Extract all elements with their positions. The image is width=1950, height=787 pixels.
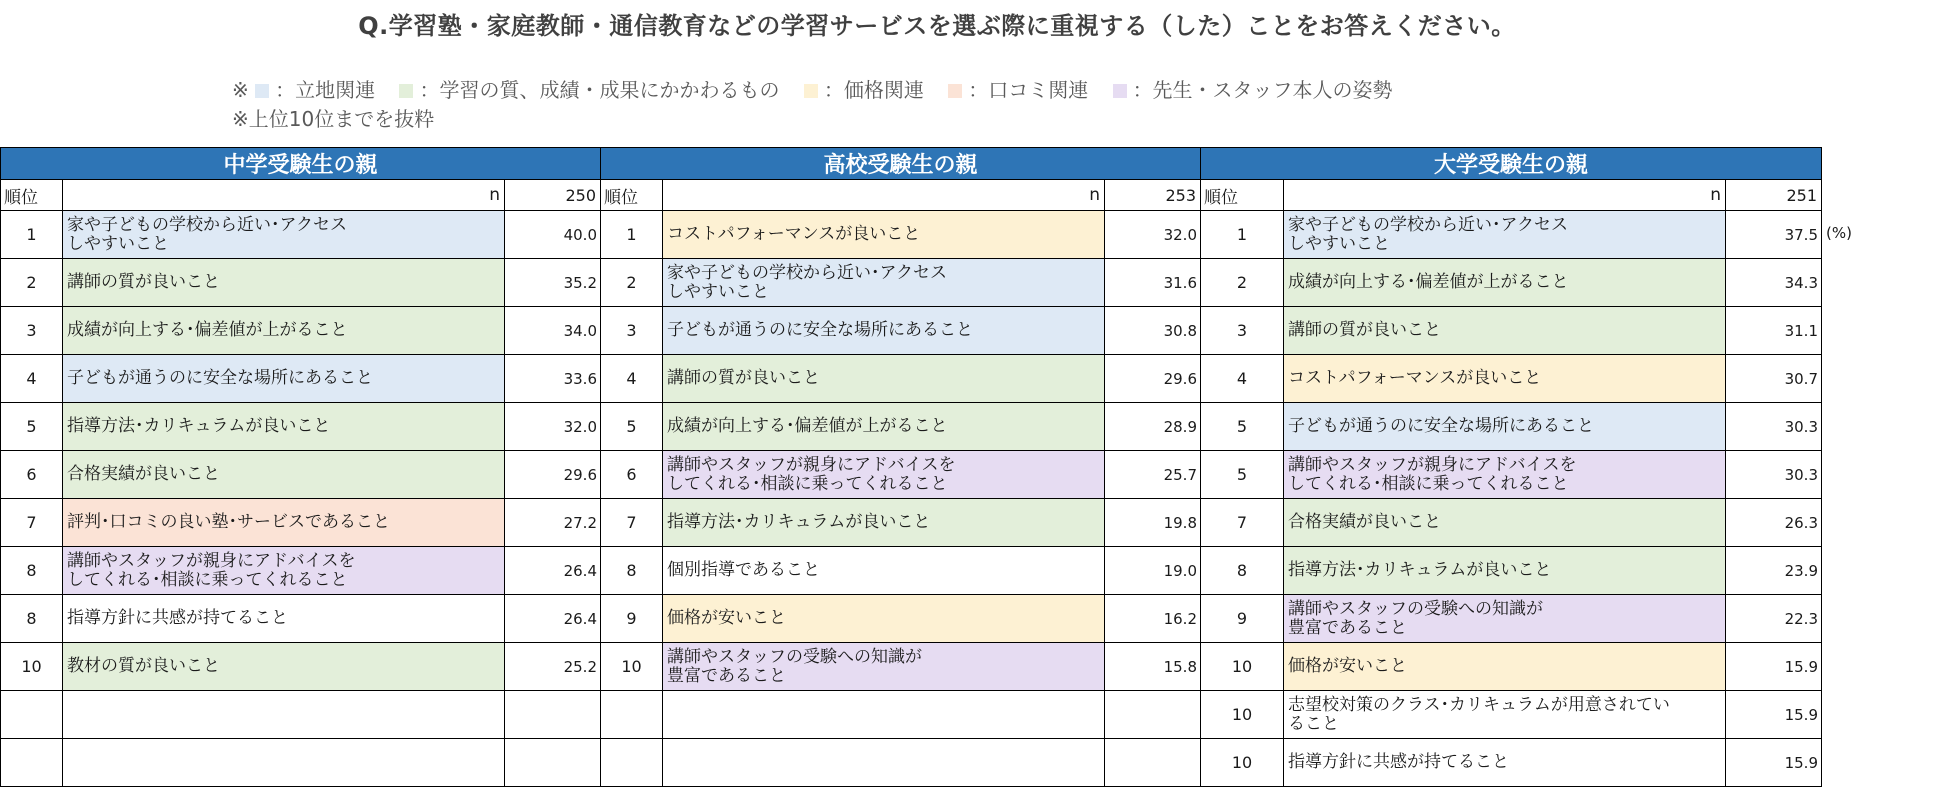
rank-cell: 5 <box>1201 451 1284 499</box>
group-title: 大学受験生の親 <box>1201 148 1822 180</box>
item-cell: 価格が安いこと <box>663 595 1105 643</box>
percent-cell <box>505 691 601 739</box>
rank-cell: 9 <box>601 595 663 643</box>
item-cell: 指導方法･カリキュラムが良いこと <box>1284 547 1726 595</box>
legend-prefix: ※ <box>232 78 249 102</box>
group-high-school <box>600 147 1200 787</box>
table-row <box>601 355 1201 403</box>
percent-cell <box>1105 691 1201 739</box>
legend-swatch <box>948 84 962 98</box>
item-cell: 教材の質が良いこと <box>63 643 505 691</box>
percent-cell: 15.9 <box>1726 739 1822 787</box>
item-cell: コストパフォーマンスが良いこと <box>663 211 1105 259</box>
legend-swatch <box>255 84 269 98</box>
rank-cell: 4 <box>601 355 663 403</box>
legend-item-quality <box>399 74 779 103</box>
percent-cell: 33.6 <box>505 355 601 403</box>
rank-cell: 4 <box>1 355 63 403</box>
table-row <box>1201 499 1822 547</box>
item-cell: 指導方針に共感が持てること <box>63 595 505 643</box>
n-label: n <box>63 180 505 211</box>
group-title: 高校受験生の親 <box>601 148 1201 180</box>
item-cell: 価格が安いこと <box>1284 643 1726 691</box>
item-cell: 講師やスタッフが親身にアドバイスを してくれる･相談に乗ってくれること <box>663 451 1105 499</box>
percent-cell: 19.0 <box>1105 547 1201 595</box>
extract-note: ※上位10位までを抜粋 <box>232 107 435 131</box>
table-row <box>1201 355 1822 403</box>
rank-cell: 2 <box>1 259 63 307</box>
percent-cell: 32.0 <box>1105 211 1201 259</box>
rank-cell: 5 <box>1 403 63 451</box>
table-row <box>1 355 601 403</box>
rank-cell: 6 <box>1 451 63 499</box>
ranking-table <box>600 147 1201 787</box>
rank-cell: 7 <box>1201 499 1284 547</box>
item-cell: 講師やスタッフが親身にアドバイスを してくれる･相談に乗ってくれること <box>1284 451 1726 499</box>
table-row <box>1 211 601 259</box>
rank-cell: 8 <box>1 547 63 595</box>
rank-cell: 10 <box>1201 691 1284 739</box>
percent-cell: 34.0 <box>505 307 601 355</box>
table-row <box>1201 211 1822 259</box>
rank-header: 順位 <box>1 180 63 211</box>
table-row <box>1201 547 1822 595</box>
rank-cell: 2 <box>601 259 663 307</box>
rank-cell: 7 <box>1 499 63 547</box>
rank-cell <box>601 691 663 739</box>
table-row <box>1 739 601 787</box>
rank-cell: 2 <box>1201 259 1284 307</box>
rank-cell: 10 <box>1 643 63 691</box>
table-row <box>601 499 1201 547</box>
rank-cell: 8 <box>1 595 63 643</box>
percent-cell: 30.8 <box>1105 307 1201 355</box>
rank-cell: 10 <box>601 643 663 691</box>
percent-cell: 23.9 <box>1726 547 1822 595</box>
table-row <box>1201 691 1822 739</box>
item-cell: 合格実績が良いこと <box>63 451 505 499</box>
rank-cell: 1 <box>1201 211 1284 259</box>
item-cell: 講師やスタッフの受験への知識が 豊富であること <box>663 643 1105 691</box>
table-row <box>1 307 601 355</box>
percent-cell: 15.9 <box>1726 691 1822 739</box>
rank-cell: 1 <box>601 211 663 259</box>
table-row <box>1201 403 1822 451</box>
table-row <box>601 643 1201 691</box>
unit-label: (%) <box>1826 224 1852 242</box>
rank-cell: 5 <box>1201 403 1284 451</box>
percent-cell: 26.4 <box>505 547 601 595</box>
table-row <box>601 739 1201 787</box>
rank-cell <box>1 739 63 787</box>
percent-cell: 16.2 <box>1105 595 1201 643</box>
rank-cell: 3 <box>1201 307 1284 355</box>
legend-item-staff <box>1113 74 1393 103</box>
item-cell: 講師の質が良いこと <box>1284 307 1726 355</box>
rank-header: 順位 <box>601 180 663 211</box>
rank-cell: 8 <box>601 547 663 595</box>
group-title: 中学受験生の親 <box>1 148 601 180</box>
percent-cell: 27.2 <box>505 499 601 547</box>
percent-cell: 29.6 <box>505 451 601 499</box>
table-row <box>1 643 601 691</box>
ranking-table <box>1200 147 1822 787</box>
legend-label: ：立地関連 <box>275 78 376 102</box>
table-row <box>601 691 1201 739</box>
percent-cell: 30.3 <box>1726 451 1822 499</box>
table-row <box>1 451 601 499</box>
item-cell <box>63 739 505 787</box>
table-row <box>1 403 601 451</box>
item-cell: 評判･口コミの良い塾･サービスであること <box>63 499 505 547</box>
percent-cell: 28.9 <box>1105 403 1201 451</box>
legend-label: ：学習の質、成績・成果にかかわるもの <box>419 78 780 102</box>
table-row <box>1 691 601 739</box>
table-row <box>1201 451 1822 499</box>
percent-cell: 15.9 <box>1726 643 1822 691</box>
table-row <box>1201 259 1822 307</box>
n-value: 250 <box>505 180 601 211</box>
percent-cell: 34.3 <box>1726 259 1822 307</box>
percent-cell: 26.4 <box>505 595 601 643</box>
item-cell: コストパフォーマンスが良いこと <box>1284 355 1726 403</box>
item-cell: 子どもが通うのに安全な場所にあること <box>1284 403 1726 451</box>
percent-cell: 32.0 <box>505 403 601 451</box>
percent-cell: 37.5 <box>1726 211 1822 259</box>
percent-cell: 19.8 <box>1105 499 1201 547</box>
rank-cell: 5 <box>601 403 663 451</box>
rank-cell <box>1 691 63 739</box>
legend-label: ：先生・スタッフ本人の姿勢 <box>1132 78 1393 102</box>
category-legend <box>232 74 1411 103</box>
rank-cell: 9 <box>1201 595 1284 643</box>
table-row <box>601 451 1201 499</box>
rank-cell: 8 <box>1201 547 1284 595</box>
item-cell: 成績が向上する･偏差値が上がること <box>663 403 1105 451</box>
percent-cell: 31.1 <box>1726 307 1822 355</box>
percent-cell: 29.6 <box>1105 355 1201 403</box>
item-cell: 成績が向上する･偏差値が上がること <box>1284 259 1726 307</box>
item-cell: 子どもが通うのに安全な場所にあること <box>63 355 505 403</box>
item-cell: 講師の質が良いこと <box>663 355 1105 403</box>
legend-swatch <box>399 84 413 98</box>
table-row <box>601 259 1201 307</box>
percent-cell: 40.0 <box>505 211 601 259</box>
table-row <box>1201 643 1822 691</box>
table-row <box>1 259 601 307</box>
item-cell: 個別指導であること <box>663 547 1105 595</box>
legend-label: ：口コミ関連 <box>968 78 1089 102</box>
table-row <box>1201 307 1822 355</box>
rank-cell: 7 <box>601 499 663 547</box>
n-label: n <box>1284 180 1726 211</box>
ranking-table <box>0 147 601 787</box>
percent-cell: 25.2 <box>505 643 601 691</box>
item-cell: 指導方法･カリキュラムが良いこと <box>663 499 1105 547</box>
table-row <box>1 595 601 643</box>
percent-cell: 15.8 <box>1105 643 1201 691</box>
table-row <box>1201 739 1822 787</box>
item-cell: 講師やスタッフの受験への知識が 豊富であること <box>1284 595 1726 643</box>
item-cell: 子どもが通うのに安全な場所にあること <box>663 307 1105 355</box>
item-cell: 成績が向上する･偏差値が上がること <box>63 307 505 355</box>
rank-cell <box>601 739 663 787</box>
n-value: 253 <box>1105 180 1201 211</box>
item-cell <box>63 691 505 739</box>
item-cell <box>663 691 1105 739</box>
item-cell: 家や子どもの学校から近い･アクセス しやすいこと <box>663 259 1105 307</box>
item-cell: 合格実績が良いこと <box>1284 499 1726 547</box>
item-cell: 講師やスタッフが親身にアドバイスを してくれる･相談に乗ってくれること <box>63 547 505 595</box>
percent-cell: 25.7 <box>1105 451 1201 499</box>
rank-cell: 10 <box>1201 739 1284 787</box>
rank-cell: 6 <box>601 451 663 499</box>
table-row <box>601 547 1201 595</box>
table-row <box>1201 595 1822 643</box>
table-row <box>601 211 1201 259</box>
page-title: Q.学習塾・家庭教師・通信教育などの学習サービスを選ぶ際に重視する（した）ことをお答えください。 <box>358 12 1516 40</box>
rank-cell: 1 <box>1 211 63 259</box>
rank-cell: 10 <box>1201 643 1284 691</box>
rank-header: 順位 <box>1201 180 1284 211</box>
legend-item-reputation <box>948 74 1088 103</box>
percent-cell: 35.2 <box>505 259 601 307</box>
n-label: n <box>663 180 1105 211</box>
percent-cell: 30.7 <box>1726 355 1822 403</box>
item-cell <box>663 739 1105 787</box>
table-row <box>601 403 1201 451</box>
group-university <box>1200 147 1821 787</box>
n-value: 251 <box>1726 180 1822 211</box>
legend-item-price <box>804 74 924 103</box>
table-row <box>601 595 1201 643</box>
item-cell: 指導方法･カリキュラムが良いこと <box>63 403 505 451</box>
rank-cell: 3 <box>1 307 63 355</box>
table-row <box>601 307 1201 355</box>
percent-cell: 30.3 <box>1726 403 1822 451</box>
item-cell: 家や子どもの学校から近い･アクセス しやすいこと <box>63 211 505 259</box>
item-cell: 志望校対策のクラス･カリキュラムが用意されてい ること <box>1284 691 1726 739</box>
percent-cell <box>505 739 601 787</box>
legend-item-location <box>255 74 375 103</box>
rank-cell: 3 <box>601 307 663 355</box>
table-row <box>1 547 601 595</box>
item-cell: 家や子どもの学校から近い･アクセス しやすいこと <box>1284 211 1726 259</box>
rank-cell: 4 <box>1201 355 1284 403</box>
legend-swatch <box>1113 84 1127 98</box>
item-cell: 指導方針に共感が持てること <box>1284 739 1726 787</box>
group-junior-high <box>0 147 600 787</box>
legend-label: ：価格関連 <box>823 78 924 102</box>
table-row <box>1 499 601 547</box>
percent-cell: 22.3 <box>1726 595 1822 643</box>
item-cell: 講師の質が良いこと <box>63 259 505 307</box>
percent-cell: 26.3 <box>1726 499 1822 547</box>
legend-swatch <box>804 84 818 98</box>
percent-cell: 31.6 <box>1105 259 1201 307</box>
percent-cell <box>1105 739 1201 787</box>
